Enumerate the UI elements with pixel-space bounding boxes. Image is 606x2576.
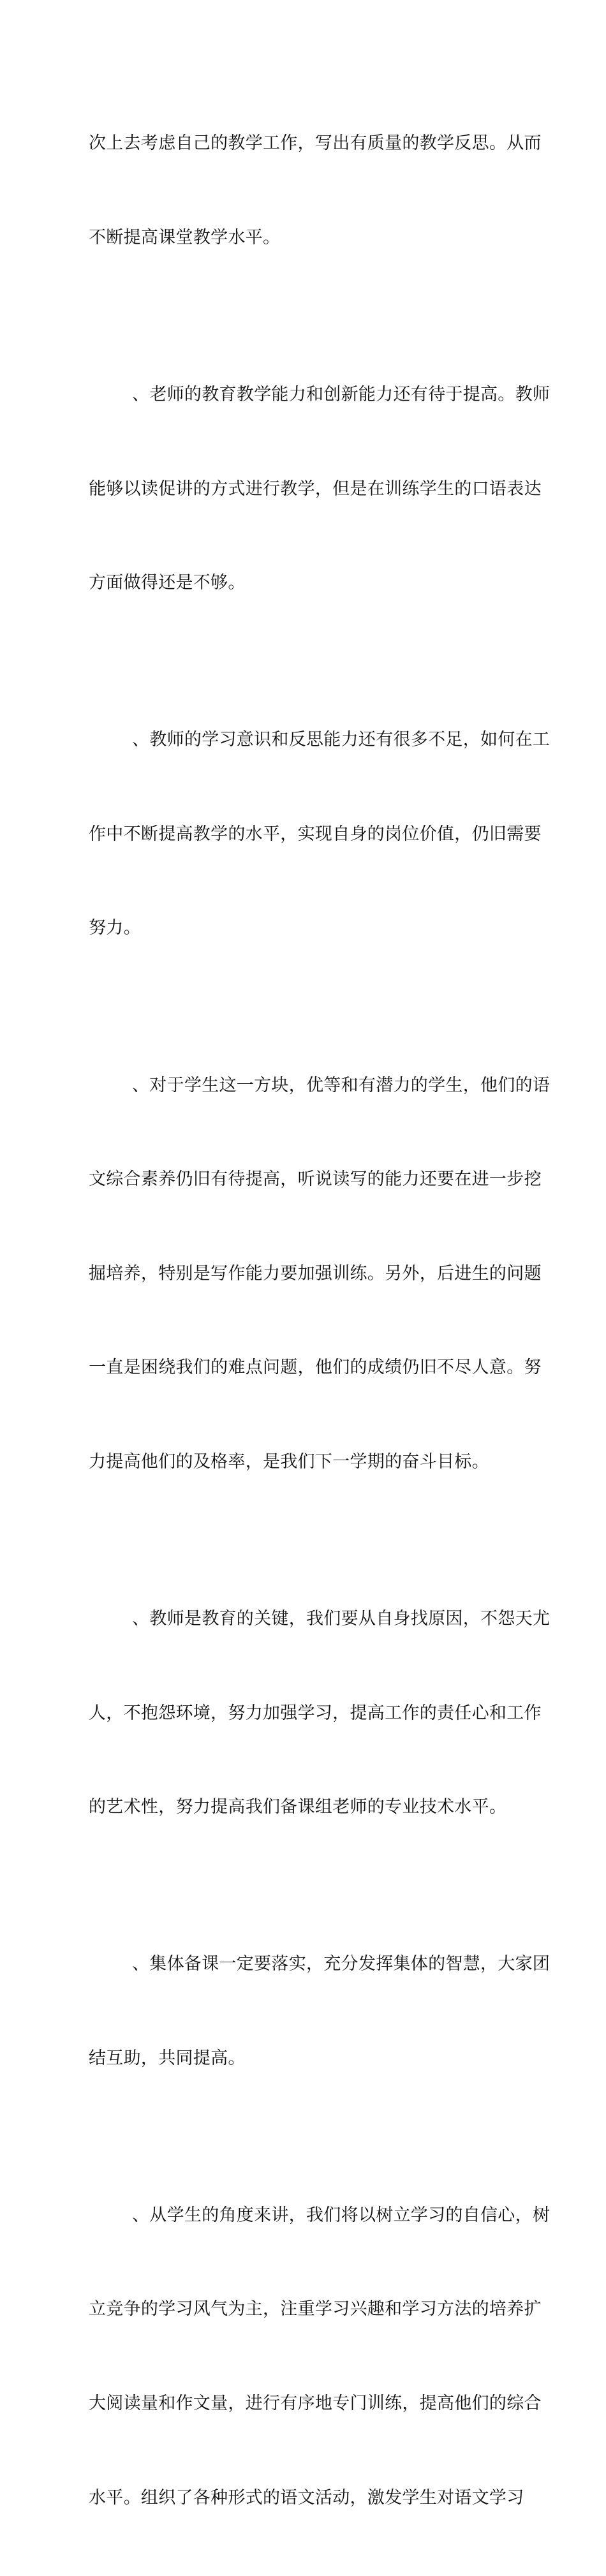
paragraph-student-perspective [89, 2136, 551, 2576]
text-line: 、集体备课一定要落实，充分发挥集体的智慧，大家团 [132, 1954, 551, 1974]
document-body [89, 65, 551, 2576]
text-line: 次上去考虑自己的教学工作，写出有质量的教学反思。从而 [89, 133, 542, 154]
text-line: 、对于学生这一方块，优等和有潜力的学生，他们的语 [132, 1075, 551, 1095]
paragraph-teacher-key [89, 1541, 551, 1886]
paragraph-continuation [89, 65, 542, 316]
paragraph-teacher-ability [89, 316, 551, 662]
text-line: 、老师的教育教学能力和创新能力还有待于提高。教师 [132, 385, 551, 405]
text-line: 结互助，共同提高。 [89, 2048, 246, 2068]
text-line: 力提高他们的及格率，是我们下一学期的奋斗目标。 [89, 1451, 489, 1472]
text-line: 水平。组织了各种形式的语文活动，激发学生对语文学习 [89, 2487, 524, 2508]
text-line: 立竞争的学习风气为主，注重学习兴趣和学习方法的培养扩 [89, 2299, 542, 2320]
text-line: 一直是困绕我们的难点问题，他们的成绩仍旧不尽人意。努 [89, 1358, 542, 1378]
text-line: 人，不抱怨环境，努力加强学习，提高工作的责任心和工作 [89, 1703, 542, 1723]
text-line: 努力。 [89, 918, 141, 938]
text-line: 、从学生的角度来讲，我们将以树立学习的自信心，树 [132, 2205, 551, 2225]
text-line: 、教师是教育的关键，我们要从自身找原因，不怨天尤 [132, 1608, 551, 1629]
text-line: 不断提高课堂教学水平。 [89, 228, 281, 248]
paragraph-students [89, 1007, 551, 1540]
paragraph-collective-prep [89, 1886, 551, 2137]
text-line: 能够以读促讲的方式进行教学，但是在训练学生的口语表达 [89, 478, 542, 499]
text-line: 文综合素养仍旧有待提高，听说读写的能力还要在进一步挖 [89, 1169, 542, 1190]
paragraph-teacher-reflection [89, 662, 551, 1007]
text-line: 、教师的学习意识和反思能力还有很多不足，如何在工 [132, 730, 551, 750]
text-line: 掘培养，特别是写作能力要加强训练。另外，后进生的问题 [89, 1263, 542, 1284]
text-line: 的艺术性，努力提高我们备课组老师的专业技术水平。 [89, 1797, 507, 1817]
text-line: 作中不断提高教学的水平，实现自身的岗位价值，仍旧需要 [89, 824, 542, 844]
text-line: 大阅读量和作文量，进行有序地专门训练，提高他们的综合 [89, 2394, 542, 2414]
text-line: 方面做得还是不够。 [89, 573, 246, 593]
